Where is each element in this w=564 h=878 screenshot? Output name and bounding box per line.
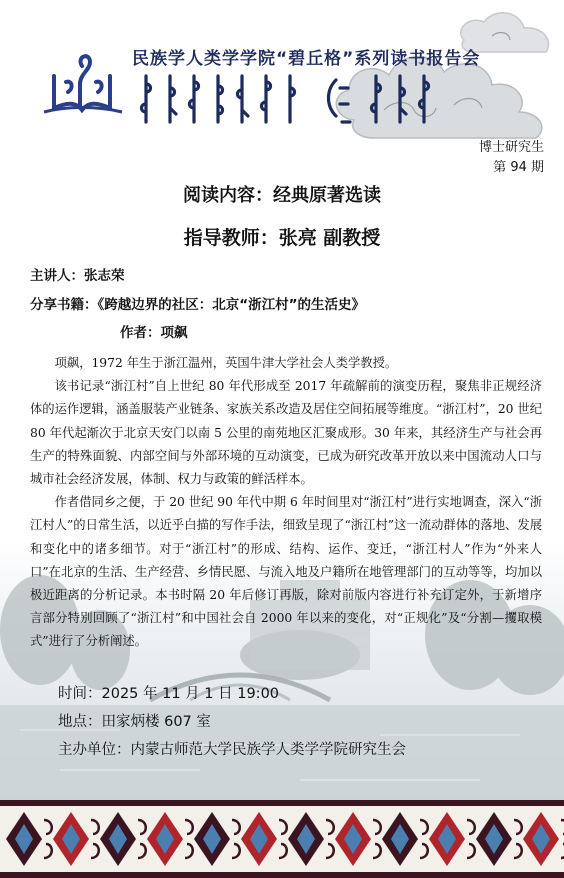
- event-organizer: 主办单位：内蒙古师范大学民族学人类学学院研究生会: [58, 742, 406, 758]
- event-time: 时间：2025 年 11 月 1 日 19:00: [58, 686, 280, 702]
- issue-number: 第 94 期: [493, 160, 544, 175]
- author-line: 作者：项飙: [120, 325, 188, 341]
- mongolian-script-decoration: [136, 70, 466, 130]
- book-line: 分享书籍：《跨越边界的社区：北京“浙江村”的生活史》: [30, 297, 365, 313]
- advisor-heading: 指导教师：张亮 副教授: [183, 227, 381, 249]
- ethnic-pattern-border: [0, 800, 564, 878]
- reading-content-heading: 阅读内容：经典原著选读: [183, 185, 381, 206]
- event-place: 地点：田家炳楼 607 室: [58, 714, 211, 730]
- degree-level: 博士研究生: [478, 140, 544, 155]
- college-logo-icon: [36, 48, 128, 118]
- book-summary-paragraph: 该书记录“浙江村”自上世纪 80 年代形成至 2017 年疏解前的演变历程，聚焦非正规经济体的运作逻辑，涵盖服装产业链条、家族关系改造及居住空间拓展等维度。“浙江村”，20 世纪 80 年代起渐次于北京天安门以南 5 公里的南苑地区汇聚成形。30 年来，其经济生产与社会再生产的特殊面貌、内部空间与外部环境的互动演变，已成为研究改革开放以来中国流动人口与城市社会经济发展，体制、权力与政策的鲜活样本。: [30, 379, 542, 487]
- series-title: 民族学人类学学院“碧丘格”系列读书报告会: [132, 49, 481, 69]
- speaker-line: 主讲人：张志荣: [30, 268, 125, 284]
- issue-info: [479, 138, 544, 178]
- author-bio-paragraph: 项飙，1972 年生于浙江温州，英国牛津大学社会人类学教授。: [54, 356, 398, 370]
- book-detail-paragraph: 作者借同乡之便，于 20 世纪 90 年代中期 6 年时间里对“浙江村”进行实地调查，深入“浙江村人”的日常生活，以近乎白描的写作手法，细致呈现了“浙江村”这一流动群体的落地、发展和变化中的诸多细节。对于“浙江村”的形成、结构、运作、变迁，“浙江村人”作为“外来人口”在北京的生活、生产经营、乡情民愿、与流入地及户籍所在地管理部门的互动等等，均加以极近距离的分析记录。本书时隔 20 年后修订再版，除对前版内容进行补充订定外，于新增序言部分特别回顾了“浙江村”和中国社会自 2000 年以来的变化，对“正规化”及“分割—攫取模式”进行了分析阐述。: [30, 495, 542, 649]
- book-description: [30, 352, 542, 654]
